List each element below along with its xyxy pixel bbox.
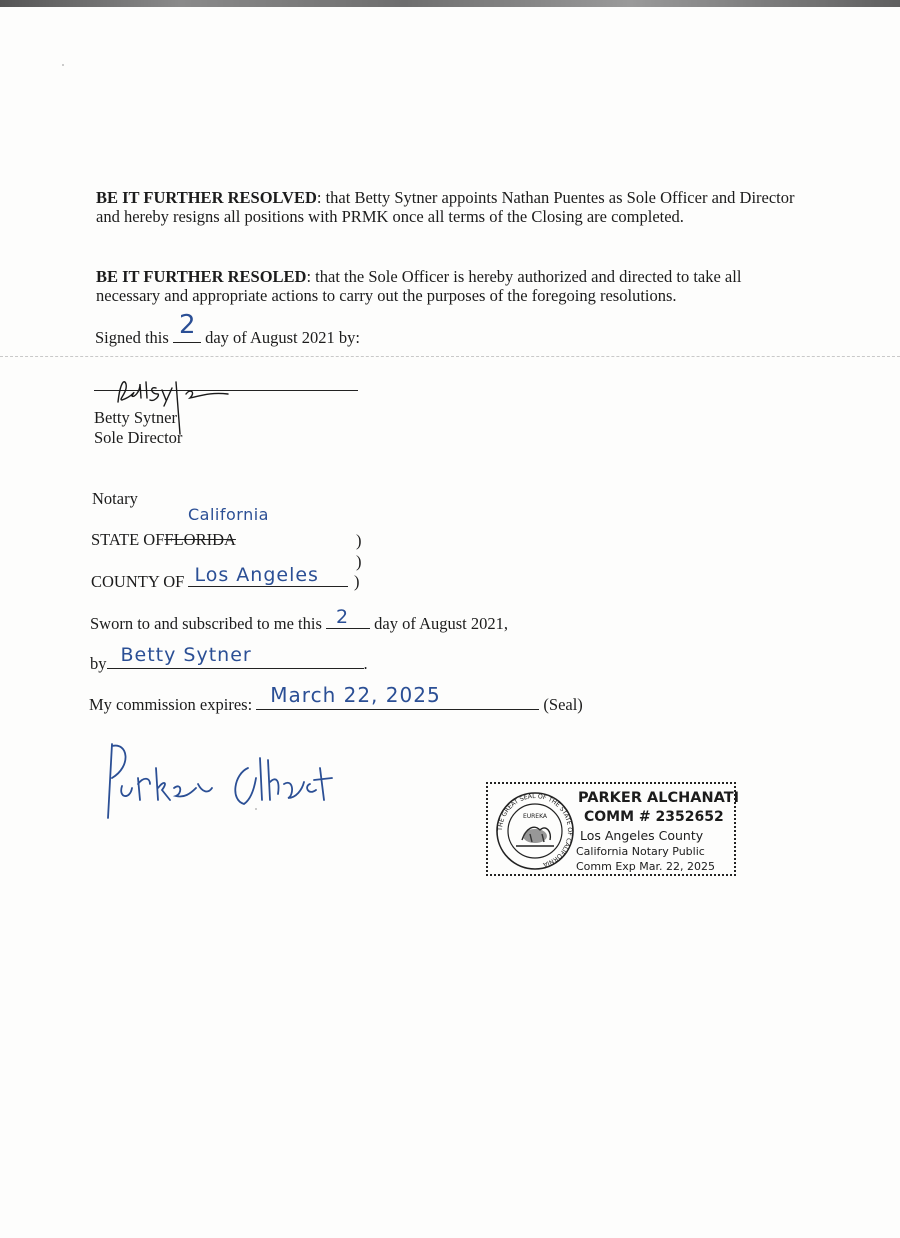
commission-blank — [256, 683, 539, 710]
signed-day-value: 2 — [178, 310, 196, 340]
stamp-name: PARKER ALCHANATI — [578, 790, 740, 806]
sworn-day-blank — [326, 606, 370, 629]
commission-value: March 22, 2025 — [270, 683, 441, 707]
signed-suffix: day of August 2021 by: — [205, 328, 360, 347]
director-title: Sole Director — [94, 428, 183, 447]
notary-stamp — [486, 782, 740, 876]
seal-ring-text: THE GREAT SEAL OF THE STATE OF CALIFORNIA — [496, 792, 574, 868]
director-name: Betty Sytner — [94, 408, 177, 427]
by-label: by — [90, 654, 107, 673]
county-line — [91, 564, 348, 592]
signed-day-blank — [173, 310, 201, 343]
resolution-paragraph-2 — [96, 267, 796, 305]
signed-prefix: Signed this — [95, 328, 169, 347]
resolution-text: : that Betty Sytner appoints Nathan Puentes as Sole Officer and Director and hereby resigns all positions with PRMK once all terms of the Closing are completed. — [96, 188, 795, 226]
scan-edge — [0, 0, 900, 7]
by-line — [90, 644, 368, 674]
notary-signature — [98, 738, 348, 824]
by-end: . — [363, 654, 368, 673]
commission-line — [89, 683, 583, 715]
seal-motto: EUREKA — [522, 813, 548, 820]
state-line — [91, 530, 236, 550]
speck — [62, 64, 64, 66]
notary-heading: Notary — [92, 489, 138, 508]
fold-line — [0, 356, 900, 357]
state-handwritten: California — [188, 505, 269, 524]
paren: ) — [356, 531, 362, 550]
stamp-role: California Notary Public — [576, 845, 705, 858]
resolution-lead: BE IT FURTHER RESOLED — [96, 267, 307, 286]
resolution-lead: BE IT FURTHER RESOLVED — [96, 188, 317, 207]
sworn-line — [90, 606, 508, 634]
signed-line — [95, 310, 360, 348]
by-blank — [107, 644, 364, 669]
stamp-comm: COMM # 2352652 — [584, 809, 724, 825]
stamp-county: Los Angeles County — [580, 828, 704, 843]
resolution-text: : that the Sole Officer is hereby authorized and directed to take all necessary and appropriate actions to carry out the purposes of the foregoing resolutions. — [96, 267, 742, 305]
state-struck: FLORIDA — [164, 530, 236, 549]
county-blank — [188, 564, 348, 587]
county-label: COUNTY OF — [91, 572, 185, 591]
seal-label: (Seal) — [543, 695, 583, 714]
paren: ) — [356, 552, 362, 571]
sworn-suffix: day of August 2021, — [374, 614, 508, 633]
county-value: Los Angeles — [194, 564, 319, 586]
stamp-exp: Comm Exp Mar. 22, 2025 — [576, 860, 715, 873]
by-value: Betty Sytner — [120, 644, 252, 666]
paren: ) — [354, 572, 360, 591]
commission-label: My commission expires: — [89, 695, 253, 714]
sworn-prefix: Sworn to and subscribed to me this — [90, 614, 322, 633]
california-seal — [494, 790, 576, 872]
state-label: STATE OF — [91, 530, 165, 549]
resolution-paragraph-1 — [96, 188, 796, 226]
sworn-day-value: 2 — [336, 606, 349, 628]
